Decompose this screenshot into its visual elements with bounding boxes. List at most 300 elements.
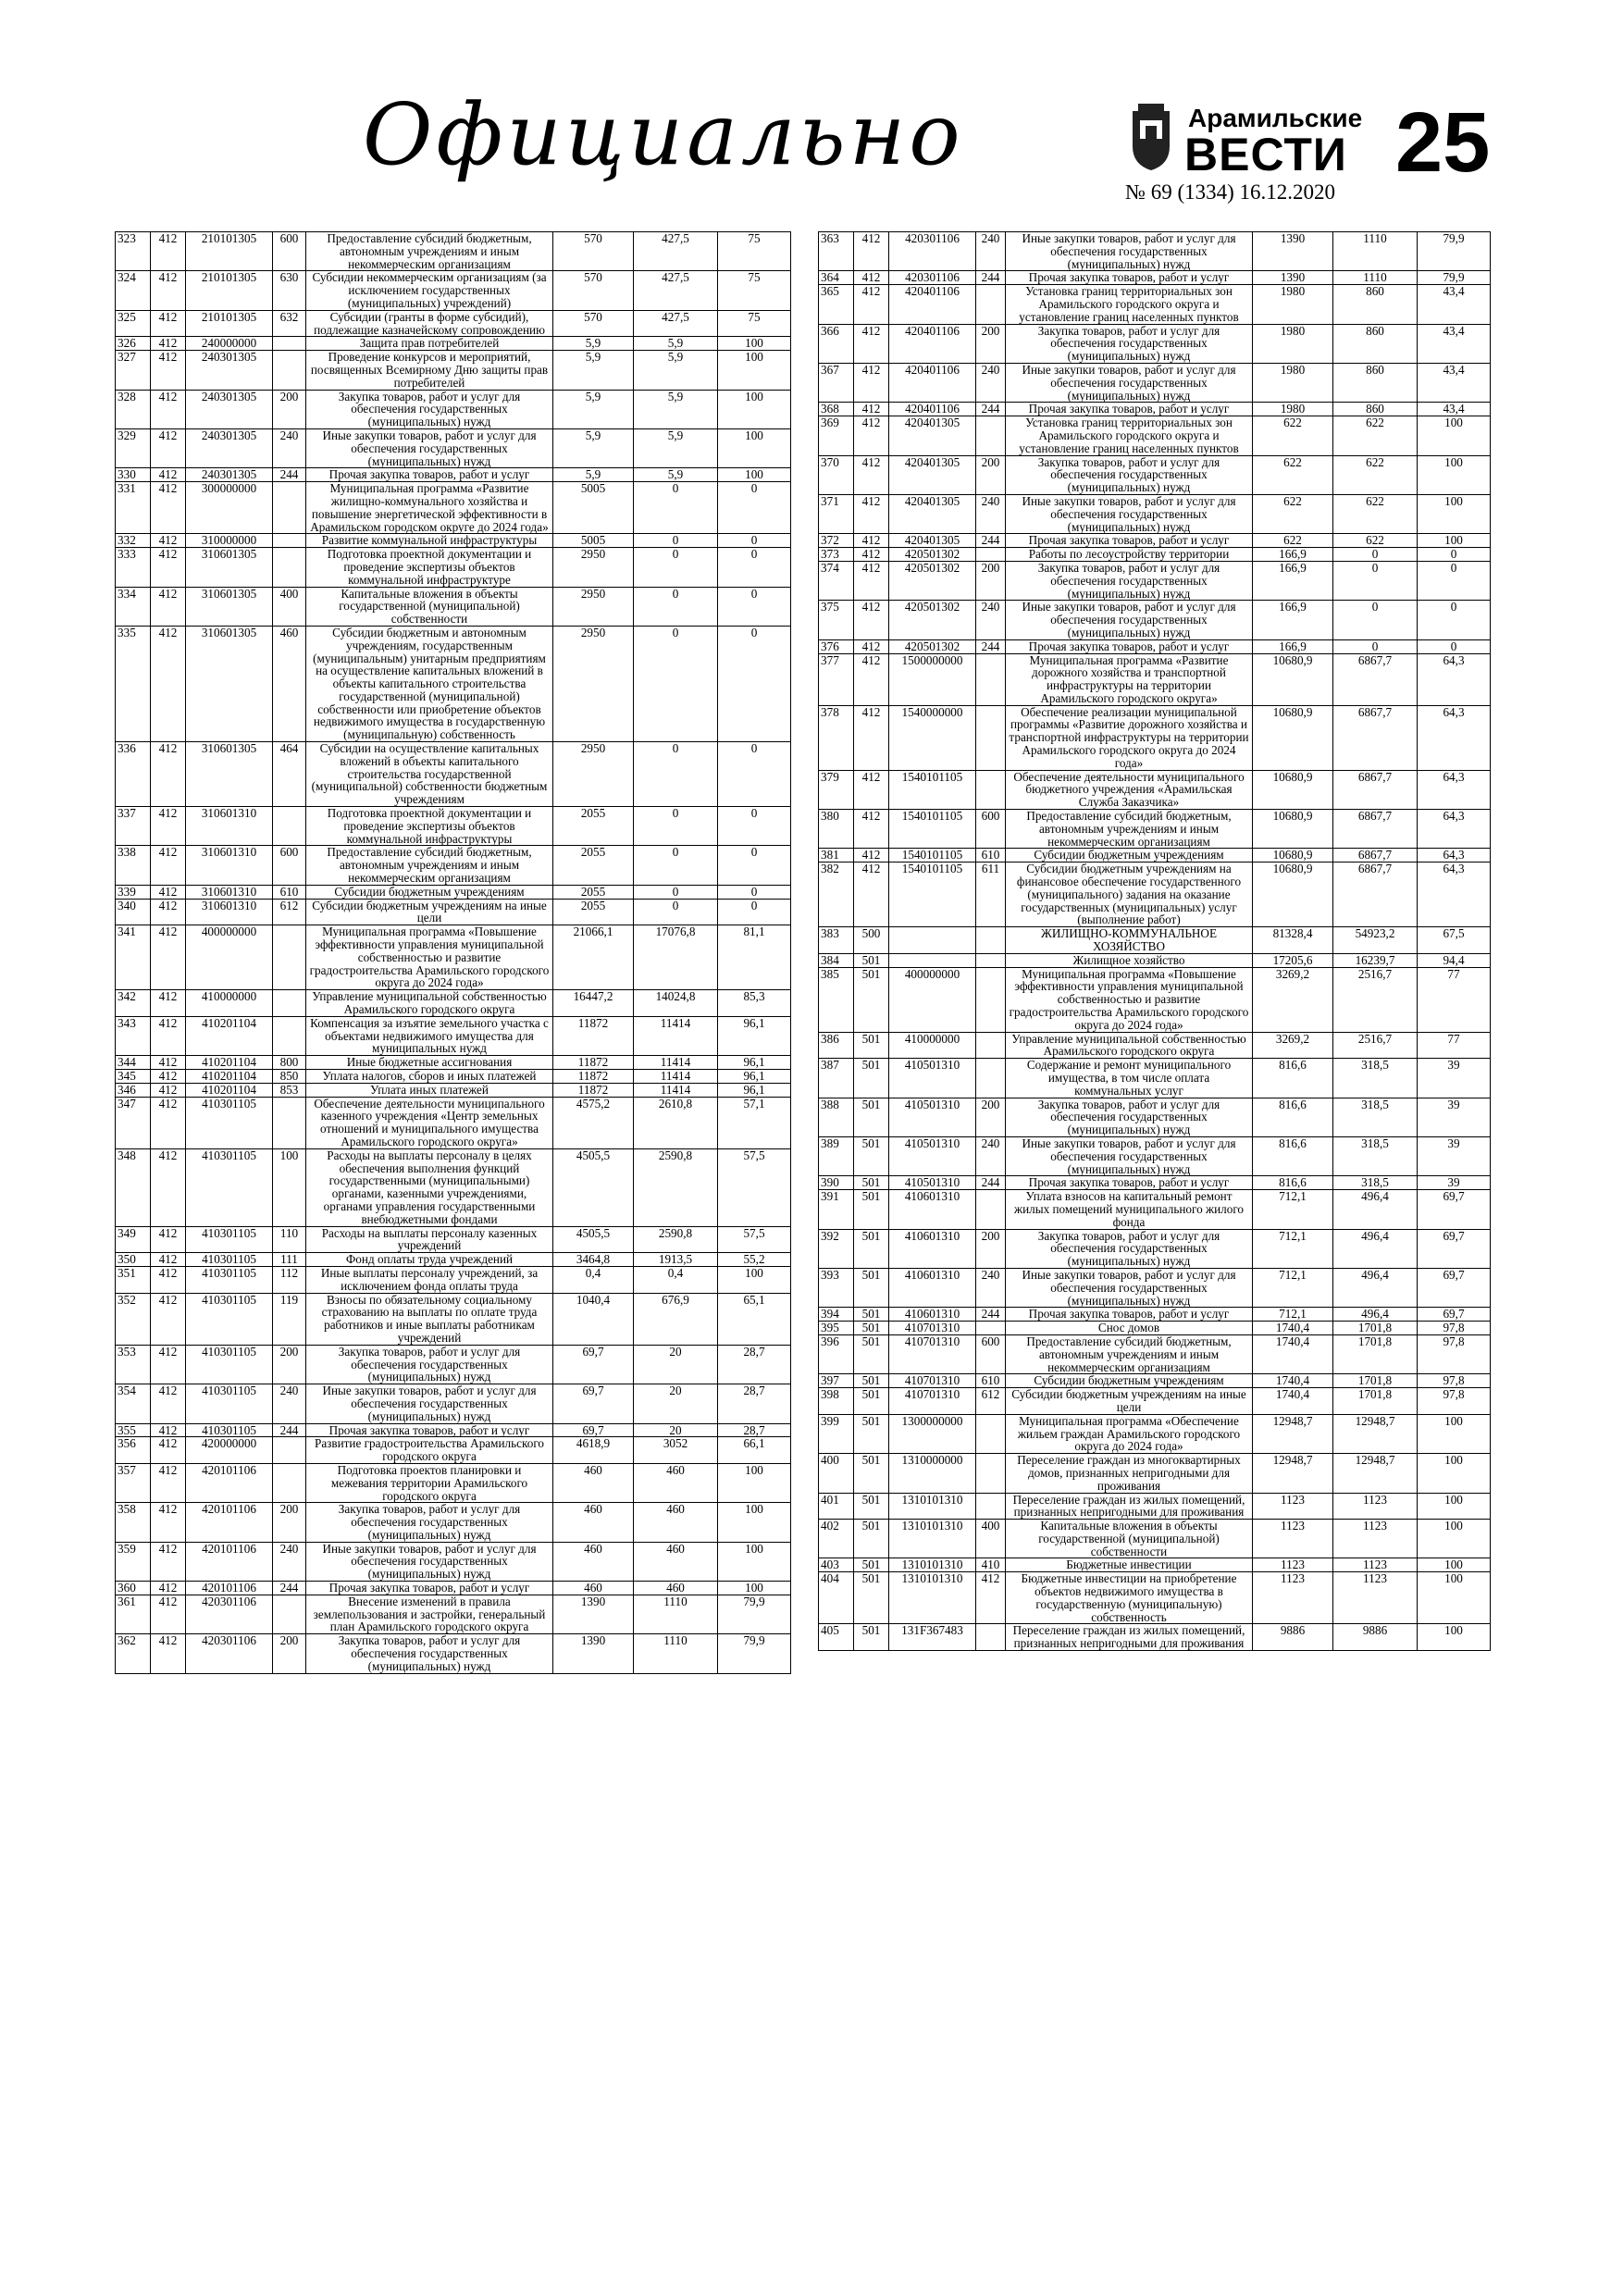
- table-cell: Расходы на выплаты персоналу в целях обеспечения выполнения функций государственными (муниципальными) органами, казенными учреждениями, органами управления государственными внебюджетными фондами: [306, 1148, 553, 1226]
- table-row: [819, 232, 1491, 271]
- table-cell: 385: [819, 967, 854, 1032]
- table-cell: 412: [854, 455, 889, 494]
- table-cell: 501: [854, 1624, 889, 1651]
- table-cell: 383: [819, 927, 854, 954]
- table-row: [819, 1098, 1491, 1136]
- table-cell: [273, 1437, 306, 1464]
- section-title: Официально: [363, 85, 964, 184]
- table-cell: 336: [116, 742, 151, 807]
- table-body-right: [819, 232, 1491, 1651]
- table-cell: 11872: [553, 1070, 634, 1084]
- table-cell: 200: [976, 561, 1006, 600]
- table-cell: 398: [819, 1388, 854, 1415]
- table-cell: 0: [634, 807, 718, 846]
- table-row: [116, 232, 791, 271]
- table-row: [116, 899, 791, 925]
- table-cell: 112: [273, 1266, 306, 1293]
- table-cell: 364: [819, 271, 854, 285]
- table-cell: 357: [116, 1463, 151, 1502]
- table-cell: [976, 967, 1006, 1032]
- table-cell: 1701,8: [1333, 1388, 1418, 1415]
- table-cell: 860: [1333, 403, 1418, 416]
- table-cell: 0: [1418, 601, 1491, 639]
- table-row: [819, 494, 1491, 533]
- table-cell: 410301105: [186, 1384, 273, 1423]
- table-cell: Предоставление субсидий бюджетным, автономным учреждениям и иным некоммерческим организациям: [1006, 810, 1253, 849]
- table-cell: [889, 953, 976, 967]
- table-cell: 412: [151, 1463, 186, 1502]
- table-cell: 410501310: [889, 1176, 976, 1190]
- table-cell: 1913,5: [634, 1253, 718, 1267]
- table-cell: 412: [151, 534, 186, 548]
- table-cell: 412: [854, 561, 889, 600]
- table-cell: 2950: [553, 742, 634, 807]
- table-cell: 100: [718, 1582, 791, 1595]
- table-cell: 1540101105: [889, 770, 976, 809]
- table-cell: Прочая закупка товаров, работ и услуг: [306, 468, 553, 482]
- table-cell: 0: [634, 899, 718, 925]
- table-cell: 355: [116, 1423, 151, 1437]
- table-row: [116, 310, 791, 337]
- table-cell: 1390: [553, 1595, 634, 1633]
- table-cell: 366: [819, 324, 854, 363]
- table-cell: Прочая закупка товаров, работ и услуг: [1006, 403, 1253, 416]
- table-cell: 389: [819, 1136, 854, 1175]
- table-cell: 676,9: [634, 1293, 718, 1345]
- table-cell: 420401106: [889, 324, 976, 363]
- table-cell: 354: [116, 1384, 151, 1423]
- table-cell: 410601310: [889, 1268, 976, 1307]
- table-cell: 240: [273, 428, 306, 467]
- table-row: [819, 363, 1491, 402]
- table-cell: 412: [151, 1384, 186, 1423]
- table-cell: 387: [819, 1059, 854, 1098]
- table-row: [116, 626, 791, 741]
- table-cell: 10680,9: [1253, 863, 1333, 927]
- table-cell: 1540101105: [889, 810, 976, 849]
- table-row: [116, 1345, 791, 1384]
- table-cell: 244: [976, 1308, 1006, 1322]
- table-cell: [976, 653, 1006, 705]
- table-cell: 244: [976, 1176, 1006, 1190]
- table-cell: Субсидии бюджетным учреждениям: [306, 885, 553, 899]
- table-cell: Муниципальная программа «Повышение эффективности управления муниципальной собственностью и развитие градостроительства Арамильского городского округа до 2024 года»: [1006, 967, 1253, 1032]
- table-cell: 501: [854, 1032, 889, 1059]
- table-cell: 100: [273, 1148, 306, 1226]
- table-cell: [976, 1032, 1006, 1059]
- table-cell: 96,1: [718, 1016, 791, 1055]
- table-cell: Обеспечение деятельности муниципального казенного учреждения «Центр земельных отношений и муниципального имущества Арамильского городского округа»: [306, 1097, 553, 1148]
- table-cell: 240301305: [186, 390, 273, 428]
- table-cell: [273, 1595, 306, 1633]
- table-cell: 403: [819, 1558, 854, 1572]
- table-cell: 611: [976, 863, 1006, 927]
- table-cell: 100: [1418, 494, 1491, 533]
- table-row: [116, 482, 791, 534]
- table-cell: 372: [819, 534, 854, 548]
- table-cell: 6867,7: [1333, 849, 1418, 863]
- table-cell: 1300000000: [889, 1414, 976, 1453]
- table-cell: 410201104: [186, 1056, 273, 1070]
- table-cell: 460: [634, 1582, 718, 1595]
- table-row: [819, 1190, 1491, 1229]
- table-cell: 69,7: [1418, 1308, 1491, 1322]
- table-cell: 410501310: [889, 1136, 976, 1175]
- table-cell: 0: [634, 534, 718, 548]
- table-cell: 240301305: [186, 428, 273, 467]
- table-cell: 5,9: [553, 428, 634, 467]
- table-cell: 356: [116, 1437, 151, 1464]
- table-cell: 394: [819, 1308, 854, 1322]
- page-header: [0, 0, 1623, 222]
- table-cell: 57,1: [718, 1097, 791, 1148]
- table-cell: [273, 482, 306, 534]
- table-row: [819, 534, 1491, 548]
- table-cell: 1390: [1253, 271, 1333, 285]
- table-cell: 69,7: [553, 1423, 634, 1437]
- table-cell: Развитие коммунальной инфраструктуры: [306, 534, 553, 548]
- table-cell: 2950: [553, 548, 634, 587]
- table-cell: [889, 927, 976, 954]
- table-cell: 334: [116, 587, 151, 626]
- table-cell: 410301105: [186, 1253, 273, 1267]
- table-cell: 501: [854, 1414, 889, 1453]
- logo-line2: ВЕСТИ: [1184, 129, 1347, 180]
- table-cell: 460: [634, 1503, 718, 1542]
- table-cell: 96,1: [718, 1083, 791, 1097]
- table-cell: 0: [718, 742, 791, 807]
- table-cell: 329: [116, 428, 151, 467]
- table-cell: 0: [634, 626, 718, 741]
- table-cell: 11414: [634, 1083, 718, 1097]
- table-cell: 412: [151, 428, 186, 467]
- table-cell: 100: [718, 468, 791, 482]
- table-row: [819, 1454, 1491, 1493]
- table-cell: 3269,2: [1253, 1032, 1333, 1059]
- table-cell: 20: [634, 1423, 718, 1437]
- table-cell: 79,9: [718, 1595, 791, 1633]
- table-cell: 310000000: [186, 534, 273, 548]
- table-cell: 370: [819, 455, 854, 494]
- table-cell: 328: [116, 390, 151, 428]
- table-cell: [273, 990, 306, 1017]
- table-cell: 0: [718, 846, 791, 885]
- table-cell: 612: [976, 1388, 1006, 1415]
- table-cell: 373: [819, 548, 854, 562]
- table-row: [116, 1463, 791, 1502]
- table-cell: 64,3: [1418, 705, 1491, 770]
- table-cell: 410000000: [186, 990, 273, 1017]
- table-cell: 816,6: [1253, 1059, 1333, 1098]
- table-cell: 2950: [553, 587, 634, 626]
- table-cell: 55,2: [718, 1253, 791, 1267]
- table-cell: 600: [976, 1334, 1006, 1373]
- table-cell: Прочая закупка товаров, работ и услуг: [1006, 1308, 1253, 1322]
- table-cell: 412: [854, 232, 889, 271]
- table-row: [116, 1595, 791, 1633]
- table-cell: 240: [976, 232, 1006, 271]
- table-cell: 341: [116, 925, 151, 990]
- table-cell: 81328,4: [1253, 927, 1333, 954]
- table-cell: Прочая закупка товаров, работ и услуг: [306, 1582, 553, 1595]
- table-cell: [976, 705, 1006, 770]
- table-cell: 240: [976, 1268, 1006, 1307]
- table-cell: 412: [854, 639, 889, 653]
- table-cell: 5,9: [634, 468, 718, 482]
- table-cell: 412: [151, 1083, 186, 1097]
- table-cell: [976, 416, 1006, 455]
- table-cell: 412: [151, 1056, 186, 1070]
- table-cell: Муниципальная программа «Развитие дорожного хозяйства и транспортной инфраструктуры на территории Арамильского городского округа»: [1006, 653, 1253, 705]
- table-cell: 501: [854, 1454, 889, 1493]
- table-cell: 377: [819, 653, 854, 705]
- table-cell: 348: [116, 1148, 151, 1226]
- table-row: [819, 1176, 1491, 1190]
- table-cell: 410301105: [186, 1293, 273, 1345]
- table-cell: 412: [151, 846, 186, 885]
- table-cell: 1540101105: [889, 849, 976, 863]
- table-cell: 412: [976, 1572, 1006, 1624]
- table-cell: Закупка товаров, работ и услуг для обеспечения государственных (муниципальных) нужд: [1006, 561, 1253, 600]
- table-cell: 43,4: [1418, 324, 1491, 363]
- table-cell: 412: [854, 810, 889, 849]
- table-cell: 412: [151, 1226, 186, 1253]
- table-cell: 412: [151, 1016, 186, 1055]
- table-body-left: [116, 232, 791, 1674]
- table-cell: 200: [976, 455, 1006, 494]
- table-row: [819, 1032, 1491, 1059]
- table-cell: 5005: [553, 482, 634, 534]
- table-row: [116, 468, 791, 482]
- table-cell: Бюджетные инвестиции на приобретение объектов недвижимого имущества в государственную (муниципальную) собственность: [1006, 1572, 1253, 1624]
- table-cell: 622: [1253, 534, 1333, 548]
- table-cell: 412: [854, 494, 889, 533]
- table-row: [116, 390, 791, 428]
- table-cell: 410701310: [889, 1388, 976, 1415]
- table-row: [819, 455, 1491, 494]
- table-cell: 400: [273, 587, 306, 626]
- table-cell: 2610,8: [634, 1097, 718, 1148]
- table-row: [116, 428, 791, 467]
- table-cell: 420401305: [889, 416, 976, 455]
- table-cell: 612: [273, 899, 306, 925]
- table-cell: 39: [1418, 1176, 1491, 1190]
- table-cell: 496,4: [1333, 1229, 1418, 1268]
- table-cell: [976, 927, 1006, 954]
- table-row: [116, 1056, 791, 1070]
- table-row: [819, 849, 1491, 863]
- table-cell: 362: [116, 1634, 151, 1673]
- table-cell: 0: [1418, 548, 1491, 562]
- table-row: [819, 1334, 1491, 1373]
- table-cell: 10680,9: [1253, 705, 1333, 770]
- table-cell: 210101305: [186, 310, 273, 337]
- table-cell: 410501310: [889, 1059, 976, 1098]
- table-cell: 9886: [1253, 1624, 1333, 1651]
- table-cell: 5,9: [634, 337, 718, 351]
- table-cell: Подготовка проектной документации и проведение экспертизы объектов коммунальной инфраструктуре: [306, 548, 553, 587]
- table-cell: 2590,8: [634, 1148, 718, 1226]
- table-cell: ЖИЛИЩНО-КОММУНАЛЬНОЕ ХОЗЯЙСТВО: [1006, 927, 1253, 954]
- table-row: [819, 285, 1491, 324]
- table-cell: 1701,8: [1333, 1334, 1418, 1373]
- table-cell: 420301106: [186, 1634, 273, 1673]
- table-cell: Фонд оплаты труда учреждений: [306, 1253, 553, 1267]
- table-cell: 210101305: [186, 271, 273, 310]
- table-cell: Переселение граждан из жилых помещений, признанных непригодными для проживания: [1006, 1493, 1253, 1520]
- table-cell: 12948,7: [1333, 1454, 1418, 1493]
- table-cell: 816,6: [1253, 1136, 1333, 1175]
- table-row: [116, 1503, 791, 1542]
- table-row: [116, 1437, 791, 1464]
- table-cell: 28,7: [718, 1345, 791, 1384]
- table-cell: 318,5: [1333, 1059, 1418, 1098]
- table-cell: 57,5: [718, 1148, 791, 1226]
- table-cell: Иные закупки товаров, работ и услуг для обеспечения государственных (муниципальных) нужд: [306, 1542, 553, 1581]
- table-cell: 412: [854, 705, 889, 770]
- table-cell: 420401305: [889, 455, 976, 494]
- table-cell: 350: [116, 1253, 151, 1267]
- table-cell: 1740,4: [1253, 1388, 1333, 1415]
- table-cell: 66,1: [718, 1437, 791, 1464]
- table-cell: Закупка товаров, работ и услуг для обеспечения государственных (муниципальных) нужд: [1006, 455, 1253, 494]
- table-cell: Установка границ территориальных зон Арамильского городского округа и установление границ населенных пунктов: [1006, 285, 1253, 324]
- table-cell: 460: [553, 1542, 634, 1581]
- table-cell: 100: [718, 428, 791, 467]
- table-cell: 65,1: [718, 1293, 791, 1345]
- table-cell: 399: [819, 1414, 854, 1453]
- table-cell: Муниципальная программа «Обеспечение жильем граждан Арамильского городского округа до 2024 года»: [1006, 1414, 1253, 1453]
- table-cell: 420000000: [186, 1437, 273, 1464]
- table-cell: 69,7: [553, 1345, 634, 1384]
- table-cell: 496,4: [1333, 1308, 1418, 1322]
- table-cell: 240301305: [186, 351, 273, 390]
- table-cell: 335: [116, 626, 151, 741]
- table-cell: 410201104: [186, 1083, 273, 1097]
- table-cell: Капитальные вложения в объекты государственной (муниципальной) собственности: [1006, 1520, 1253, 1558]
- table-cell: 200: [976, 1098, 1006, 1136]
- table-cell: 6867,7: [1333, 863, 1418, 927]
- table-cell: Обеспечение реализации муниципальной программы «Развитие дорожного хозяйства и транспортной инфраструктуры на территории Арамильского городского округа до 2024 года»: [1006, 705, 1253, 770]
- table-cell: 12948,7: [1333, 1414, 1418, 1453]
- table-cell: 0: [1333, 548, 1418, 562]
- table-cell: 410301105: [186, 1226, 273, 1253]
- table-cell: 622: [1333, 455, 1418, 494]
- table-row: [819, 1059, 1491, 1098]
- table-cell: Субсидии бюджетным учреждениям: [1006, 1374, 1253, 1388]
- table-cell: 379: [819, 770, 854, 809]
- page-number: 25: [1395, 95, 1491, 190]
- table-cell: 97,8: [1418, 1374, 1491, 1388]
- table-cell: 21066,1: [553, 925, 634, 990]
- table-cell: 410701310: [889, 1322, 976, 1335]
- table-cell: 412: [151, 232, 186, 271]
- table-cell: 359: [116, 1542, 151, 1581]
- table-cell: 110: [273, 1226, 306, 1253]
- table-row: [819, 810, 1491, 849]
- table-cell: 347: [116, 1097, 151, 1148]
- table-cell: 410601310: [889, 1229, 976, 1268]
- table-cell: 79,9: [1418, 271, 1491, 285]
- table-cell: 600: [273, 232, 306, 271]
- table-row: [116, 271, 791, 310]
- table-cell: 69,7: [1418, 1268, 1491, 1307]
- table-cell: 427,5: [634, 232, 718, 271]
- table-cell: 501: [854, 1388, 889, 1415]
- table-cell: 100: [1418, 1454, 1491, 1493]
- table-cell: 412: [151, 587, 186, 626]
- table-cell: 427,5: [634, 310, 718, 337]
- table-cell: 64,3: [1418, 770, 1491, 809]
- table-cell: 412: [854, 601, 889, 639]
- table-row: [819, 1414, 1491, 1453]
- table-cell: 412: [151, 1148, 186, 1226]
- table-row: [116, 807, 791, 846]
- table-cell: 200: [273, 390, 306, 428]
- table-cell: [273, 925, 306, 990]
- table-cell: 346: [116, 1083, 151, 1097]
- table-cell: 501: [854, 1176, 889, 1190]
- table-cell: 75: [718, 310, 791, 337]
- table-cell: 412: [151, 1097, 186, 1148]
- table-cell: 395: [819, 1322, 854, 1335]
- table-cell: 420401305: [889, 534, 976, 548]
- table-cell: 410701310: [889, 1374, 976, 1388]
- table-cell: 5005: [553, 534, 634, 548]
- table-cell: 81,1: [718, 925, 791, 990]
- table-cell: 4505,5: [553, 1226, 634, 1253]
- table-cell: 200: [976, 1229, 1006, 1268]
- table-cell: 412: [151, 1266, 186, 1293]
- table-cell: 460: [553, 1503, 634, 1542]
- table-cell: 17205,6: [1253, 953, 1333, 967]
- table-cell: 69,7: [553, 1384, 634, 1423]
- table-cell: 337: [116, 807, 151, 846]
- table-cell: 2516,7: [1333, 1032, 1418, 1059]
- table-cell: 310601305: [186, 587, 273, 626]
- table-cell: Предоставление субсидий бюджетным, автономным учреждениям и иным некоммерческим организациям: [306, 232, 553, 271]
- table-row: [819, 927, 1491, 954]
- table-cell: 412: [854, 849, 889, 863]
- table-cell: 300000000: [186, 482, 273, 534]
- table-cell: 460: [634, 1463, 718, 1502]
- table-cell: 1701,8: [1333, 1374, 1418, 1388]
- table-cell: 310601310: [186, 807, 273, 846]
- table-cell: 340: [116, 899, 151, 925]
- table-cell: 622: [1333, 416, 1418, 455]
- table-cell: 2950: [553, 626, 634, 741]
- table-cell: 412: [151, 1437, 186, 1464]
- table-cell: Предоставление субсидий бюджетным, автономным учреждениям и иным некоммерческим организациям: [306, 846, 553, 885]
- table-cell: 412: [151, 626, 186, 741]
- table-cell: 412: [854, 324, 889, 363]
- table-cell: 69,7: [1418, 1190, 1491, 1229]
- table-cell: 367: [819, 363, 854, 402]
- logo-line1: Арамильские: [1188, 104, 1363, 132]
- table-cell: 396: [819, 1334, 854, 1373]
- table-cell: 460: [553, 1463, 634, 1502]
- table-cell: 501: [854, 1190, 889, 1229]
- table-cell: Прочая закупка товаров, работ и услуг: [1006, 271, 1253, 285]
- table-cell: 1123: [1333, 1558, 1418, 1572]
- table-cell: Прочая закупка товаров, работ и услуг: [1006, 639, 1253, 653]
- table-cell: Иные выплаты персоналу учреждений, за исключением фонда оплаты труда: [306, 1266, 553, 1293]
- table-cell: 369: [819, 416, 854, 455]
- table-cell: 400: [819, 1454, 854, 1493]
- table-row: [116, 885, 791, 899]
- table-cell: 420501302: [889, 601, 976, 639]
- table-cell: 464: [273, 742, 306, 807]
